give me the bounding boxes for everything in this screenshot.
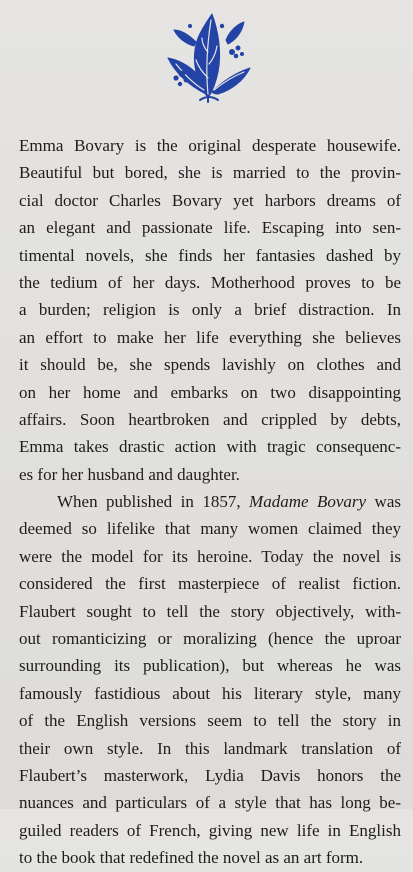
back-cover-blurb [19,132,401,872]
text-before-title: When published in 1857, [57,492,250,512]
text-line: of the English versions seem to tell the story in [19,711,401,731]
text-line: the tedium of her days. Motherhood proves to be [19,272,401,292]
text-line: on her home and embarks on two disappointing [19,382,401,402]
text-line: an effort to make her life everything she believes [19,327,401,347]
text-line: cial doctor Charles Bovary yet harbors dreams of [19,190,401,210]
text-line: nuances and particulars of a style that has long be- [19,793,401,813]
paragraph-summary [19,132,401,488]
text-line: famously fastidious about his literary style, many [19,683,401,703]
text-line: it should be, she spends lavishly on clothes and [19,355,401,375]
text-line: to the book that redefined the novel as an art form. [19,848,364,868]
text-line: Flaubert sought to tell the story objectively, with- [19,601,401,621]
text-line: Beautiful but bored, she is married to the provin- [19,163,401,183]
paragraph-publication [19,488,401,871]
text-line: surrounding its publication), but whereas he was [19,656,401,676]
text-line: were the model for its heroine. Today the novel is [19,546,401,566]
text-line: Flaubert’s masterwork, Lydia Davis honors the [19,765,401,785]
text-line: Emma takes drastic action with tragic consequenc- [19,437,401,457]
text-line: deemed so lifelike that many women claimed they [19,519,401,539]
text-line-first [19,488,401,515]
text-line: guiled readers of French, giving new life in English [19,820,401,840]
text-line: an elegant and passionate life. Escaping into sen- [19,218,401,238]
text-line: timental novels, she finds her fantasies dashed by [19,245,401,265]
text-line: Emma Bovary is the original desperate housewife. [19,136,401,155]
text-line: a burden; religion is only a brief distraction. In [19,300,401,320]
text-line: affairs. Soon heartbroken and crippled by debts, [19,409,401,429]
text-line: their own style. In this landmark translation of [19,738,401,758]
book-title: Madame Bovary [249,492,367,512]
floral-spray-icon [160,8,256,104]
text-after-title: was [366,492,401,512]
text-line: out romanticizing or moralizing (hence the uproar [19,629,401,649]
text-line: considered the first masterpiece of realist fiction. [19,574,401,594]
text-line: es for her husband and daughter. [19,464,240,484]
